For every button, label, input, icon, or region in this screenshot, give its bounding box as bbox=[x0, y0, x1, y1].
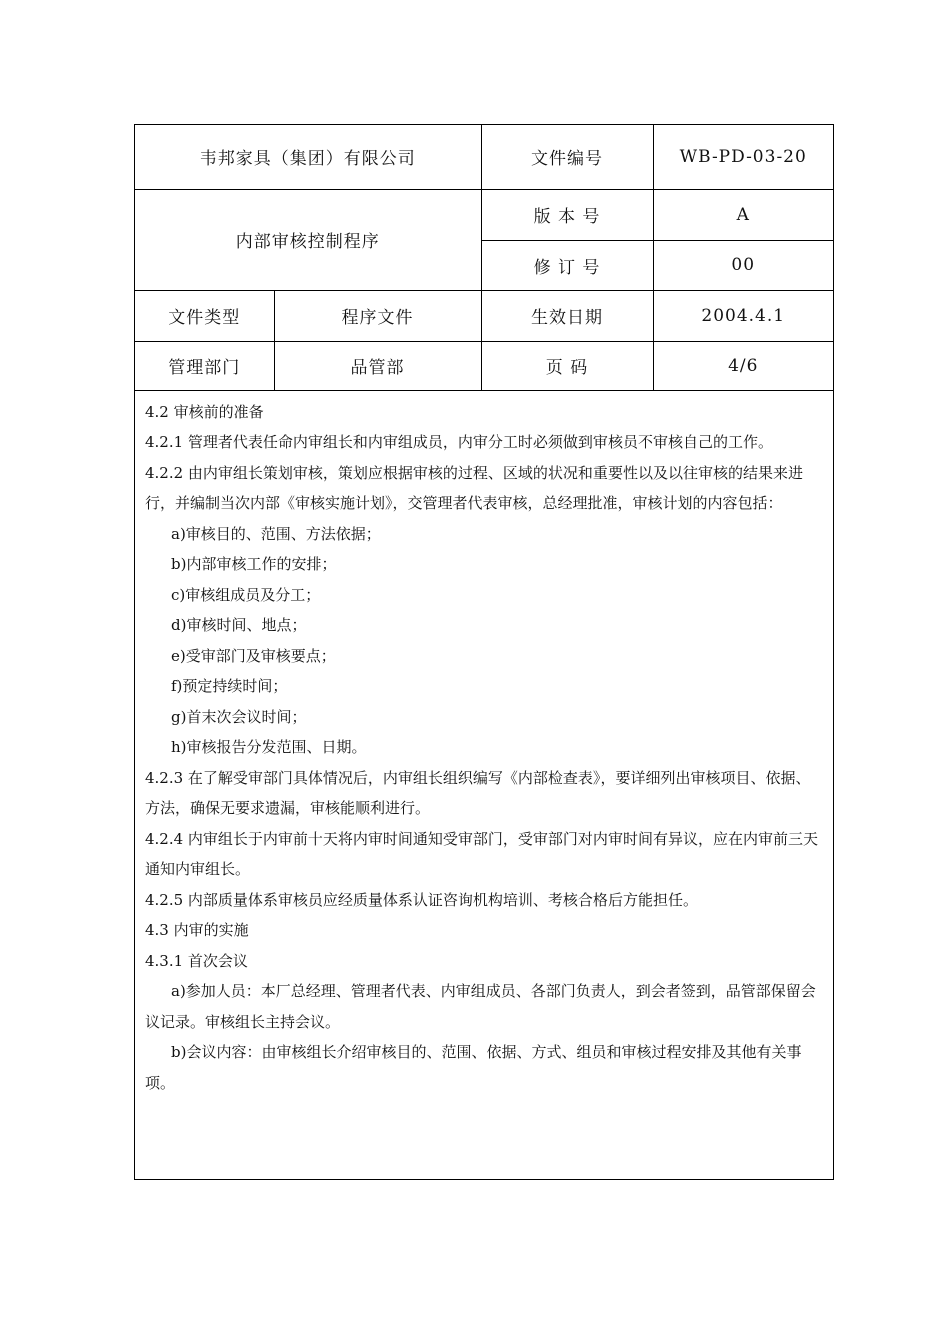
doc-type-value: 程序文件 bbox=[274, 290, 481, 341]
doc-no-value: WB-PD-03-20 bbox=[653, 125, 833, 189]
section-4-2-2: 4.2.2 由内审组长策划审核，策划应根据审核的过程、区域的状况和重要性以及以往审核的结果来进行，并编制当次内部《审核实施计划》，交管理者代表审核，总经理批准，审核计划的内容包括： bbox=[145, 463, 803, 512]
list-item: a)审核目的、范围、方法依据； bbox=[171, 524, 381, 543]
document-title: 内部审核控制程序 bbox=[135, 189, 481, 290]
document-frame bbox=[134, 124, 834, 1180]
company-name: 韦邦家具（集团）有限公司 bbox=[135, 125, 481, 189]
page-label: 页 码 bbox=[481, 341, 653, 390]
revision-value: 00 bbox=[653, 240, 833, 290]
effective-date-label: 生效日期 bbox=[481, 290, 653, 341]
list-item: b)内部审核工作的安排； bbox=[171, 555, 337, 573]
version-label: 版 本 号 bbox=[481, 189, 653, 240]
list-item: c)审核组成员及分工； bbox=[171, 585, 321, 604]
section-4-2-1: 4.2.1 管理者代表任命内审组长和内审组成员，内审分工时必须做到审核员不审核自己的工作。 bbox=[145, 433, 773, 451]
effective-date-value: 2004.4.1 bbox=[653, 290, 833, 341]
section-4-2-4: 4.2.4 内审组长于内审前十天将内审时间通知受审部门，受审部门对内审时间有异议，应在内审前三天通知内审组长。 bbox=[145, 829, 818, 878]
section-4-2: 4.2 审核前的准备 bbox=[145, 402, 264, 421]
section-4-3-1-a: a)参加人员：本厂总经理、管理者代表、内审组成员、各部门负责人，到会者签到，品管部保留会议记录。审核组长主持会议。 bbox=[145, 982, 816, 1031]
list-item: h)审核报告分发范围、日期。 bbox=[171, 738, 367, 756]
list-item: f)预定持续时间； bbox=[171, 677, 288, 695]
list-item: d)审核时间、地点； bbox=[171, 616, 307, 634]
section-4-3-1-b: b)会议内容：由审核组长介绍审核目的、范围、依据、方式、组员和审核过程安排及其他有关事项。 bbox=[145, 1043, 802, 1092]
section-4-2-3: 4.2.3 在了解受审部门具体情况后，内审组长组织编写《内部检查表》，要详细列出审核项目、依据、方法，确保无要求遗漏，审核能顺利进行。 bbox=[145, 768, 811, 817]
version-value: A bbox=[653, 189, 833, 240]
list-item: e)受审部门及审核要点； bbox=[171, 646, 336, 665]
list-item: g)首末次会议时间； bbox=[171, 707, 307, 726]
section-4-2-5: 4.2.5 内部质量体系审核员应经质量体系认证咨询机构培训、考核合格后方能担任。 bbox=[145, 890, 698, 909]
dept-label: 管理部门 bbox=[135, 341, 274, 390]
section-4-3-1: 4.3.1 首次会议 bbox=[145, 951, 248, 970]
dept-value: 品管部 bbox=[274, 341, 481, 390]
document-body bbox=[135, 391, 833, 1099]
header-table bbox=[135, 125, 833, 391]
doc-type-label: 文件类型 bbox=[135, 290, 274, 341]
page-value: 4/6 bbox=[653, 341, 833, 390]
revision-label: 修 订 号 bbox=[481, 240, 653, 290]
section-4-3: 4.3 内审的实施 bbox=[145, 921, 249, 939]
doc-no-label: 文件编号 bbox=[481, 125, 653, 189]
